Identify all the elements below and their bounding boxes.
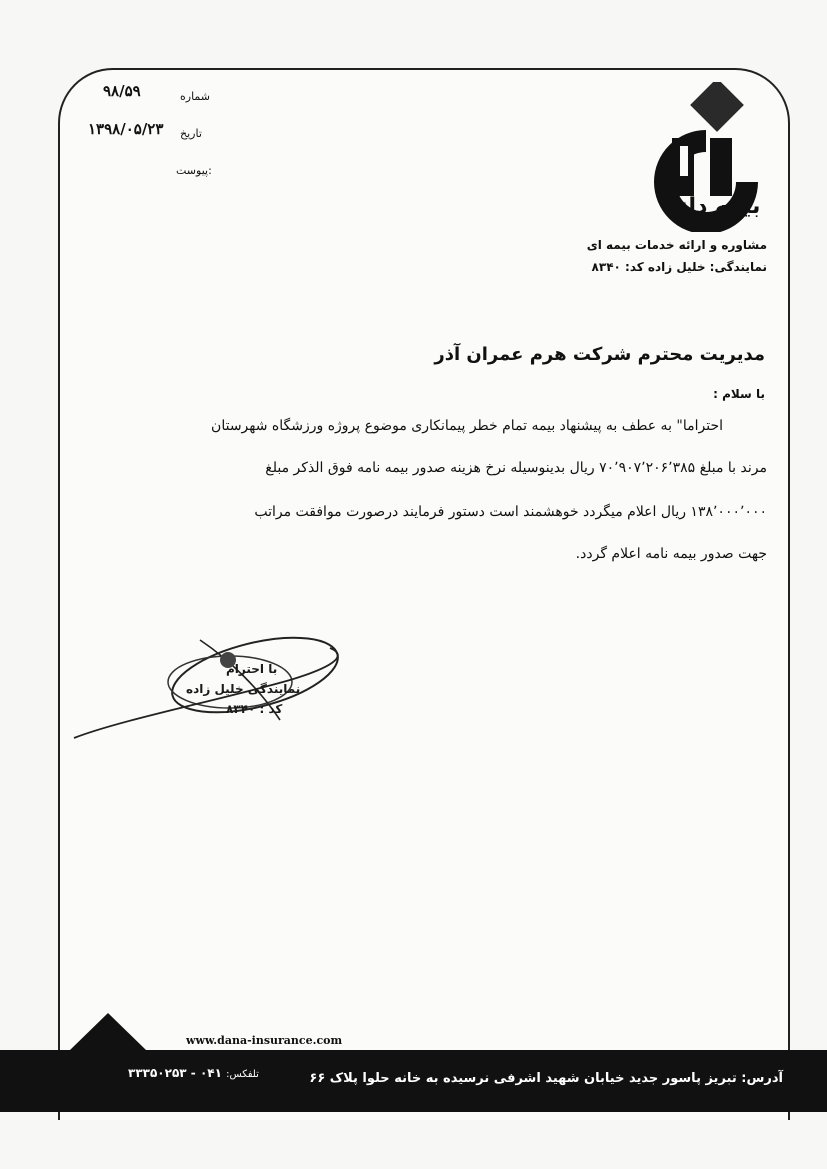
phone-label: تلفکس: [226, 1069, 259, 1080]
attachment-label: پیوست: [176, 164, 212, 177]
body-line-3: ۱۳۸٬۰۰۰٬۰۰۰ ریال اعلام میگردد خوهشمند است دستور فرمایند درصورت موافقت مراتب [254, 504, 767, 520]
agency-line: نمایندگی: خلیل زاده کد: ۸۳۴۰ [591, 260, 767, 274]
footer-triangle-decoration [70, 1013, 146, 1050]
stamp-line-1: با احترام [226, 662, 278, 676]
logo-wordmark: بیمه دانا [672, 194, 761, 219]
recipient-title: مدیریت محترم شرکت هرم عمران آذر [434, 344, 765, 365]
company-services-line: مشاوره و ارائه خدمات بیمه ای [586, 238, 767, 252]
body-line-1: احتراما" به عطف به پیشنهاد بیمه تمام خطر پیمانکاری موضوع پروژه ورزشگاه شهرستان [211, 418, 723, 434]
footer-address: آدرس: تبریز پاسور جدید خیابان شهید اشرفی نرسیده به خانه حلوا پلاک ۶۶ [309, 1071, 783, 1086]
phone-number: ۰۴۱ - ۳۳۳۵۰۲۵۳ [128, 1066, 222, 1080]
body-line-4: جهت صدور بیمه نامه اعلام گردد. [575, 546, 767, 562]
stamp-line-3: کد : ۸۳۴۰ [226, 702, 283, 716]
website-url: www.dana-insurance.com [186, 1034, 343, 1047]
salutation: با سلام : [713, 387, 765, 401]
letter-date: ۱۳۹۸/۰۵/۲۳ [88, 120, 164, 138]
stamp-line-2: نمایندگی خلیل زاده [186, 682, 301, 696]
letter-number-label: شماره [180, 90, 211, 103]
body-line-2: مرند با مبلغ ۷۰٬۹۰۷٬۲۰۶٬۳۸۵ ریال بدینوسیله نرخ هزینه صدور بیمه نامه فوق الذکر مبلغ [265, 460, 767, 476]
letter-date-label: تاریخ [180, 127, 202, 140]
letter-number: ۹۸/۵۹ [103, 82, 141, 100]
footer-phone [128, 1066, 259, 1080]
